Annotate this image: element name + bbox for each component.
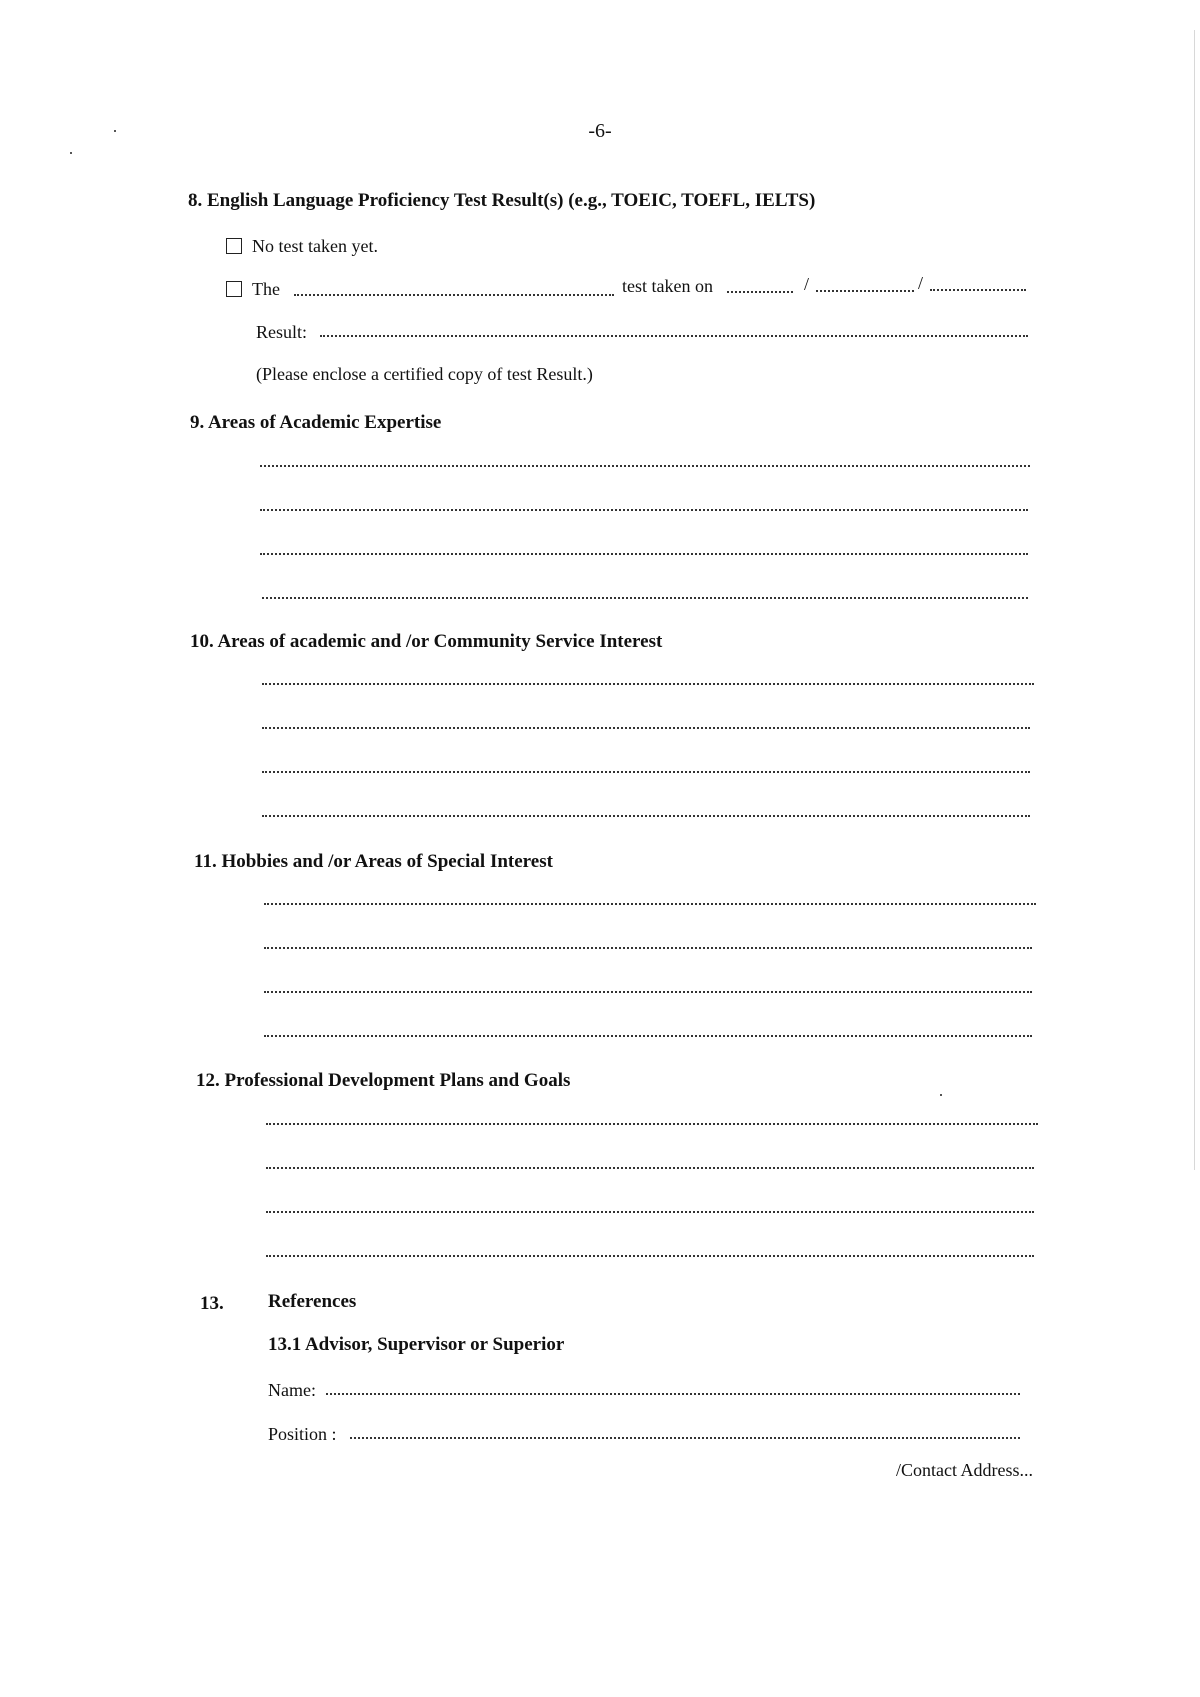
date-separator: / bbox=[918, 273, 924, 293]
expertise-line[interactable] bbox=[260, 553, 1028, 555]
test-name-field[interactable] bbox=[294, 294, 614, 296]
scan-edge-line bbox=[1194, 30, 1195, 1170]
expertise-line[interactable] bbox=[260, 509, 1028, 511]
development-plans-line[interactable] bbox=[266, 1211, 1034, 1213]
no-test-checkbox[interactable] bbox=[226, 238, 242, 254]
expertise-line[interactable] bbox=[260, 465, 1030, 467]
page-number: -6- bbox=[588, 120, 612, 142]
test-date-month-field[interactable] bbox=[816, 290, 914, 292]
expertise-line[interactable] bbox=[262, 597, 1028, 599]
result-field[interactable] bbox=[320, 335, 1028, 337]
position-label: Position : bbox=[268, 1424, 337, 1444]
name-field[interactable] bbox=[326, 1393, 1020, 1395]
scan-speck bbox=[114, 130, 116, 132]
section-8-heading: 8. English Language Proficiency Test Result(s) (e.g., TOEIC, TOEFL, IELTS) bbox=[188, 190, 816, 211]
hobbies-line[interactable] bbox=[264, 991, 1032, 993]
scan-speck bbox=[70, 152, 72, 154]
community-service-line[interactable] bbox=[262, 771, 1030, 773]
position-field[interactable] bbox=[350, 1437, 1020, 1439]
hobbies-line[interactable] bbox=[264, 903, 1036, 905]
development-plans-line[interactable] bbox=[266, 1167, 1034, 1169]
test-date-day-field[interactable] bbox=[727, 291, 793, 293]
test-taken-option[interactable] bbox=[226, 279, 280, 300]
certified-copy-note: (Please enclose a certified copy of test Result.) bbox=[256, 364, 593, 384]
hobbies-line[interactable] bbox=[264, 947, 1032, 949]
section-12-heading: 12. Professional Development Plans and Goals bbox=[196, 1070, 571, 1091]
test-date-year-field[interactable] bbox=[930, 289, 1026, 291]
community-service-line[interactable] bbox=[262, 683, 1034, 685]
advisor-subheading: 13.1 Advisor, Supervisor or Superior bbox=[268, 1334, 565, 1355]
section-11-heading: 11. Hobbies and /or Areas of Special Interest bbox=[194, 851, 553, 872]
date-separator: / bbox=[804, 274, 810, 294]
references-heading: References bbox=[268, 1291, 357, 1312]
community-service-line[interactable] bbox=[262, 815, 1030, 817]
community-service-line[interactable] bbox=[262, 727, 1030, 729]
test-taken-checkbox[interactable] bbox=[226, 281, 242, 297]
scan-speck bbox=[940, 1094, 942, 1096]
no-test-label: No test taken yet. bbox=[252, 236, 378, 256]
section-9-heading: 9. Areas of Academic Expertise bbox=[190, 412, 442, 433]
test-name-prefix: The bbox=[252, 279, 280, 299]
test-taken-on-label: test taken on bbox=[622, 276, 713, 296]
section-10-heading: 10. Areas of academic and /or Community Service Interest bbox=[190, 631, 663, 652]
continued-marker: /Contact Address... bbox=[896, 1460, 1033, 1480]
hobbies-line[interactable] bbox=[264, 1035, 1032, 1037]
result-label: Result: bbox=[256, 322, 308, 342]
section-13-number: 13. bbox=[200, 1293, 224, 1314]
no-test-option[interactable] bbox=[226, 236, 378, 257]
development-plans-line[interactable] bbox=[266, 1255, 1034, 1257]
name-label: Name: bbox=[268, 1380, 316, 1400]
development-plans-line[interactable] bbox=[266, 1123, 1038, 1125]
